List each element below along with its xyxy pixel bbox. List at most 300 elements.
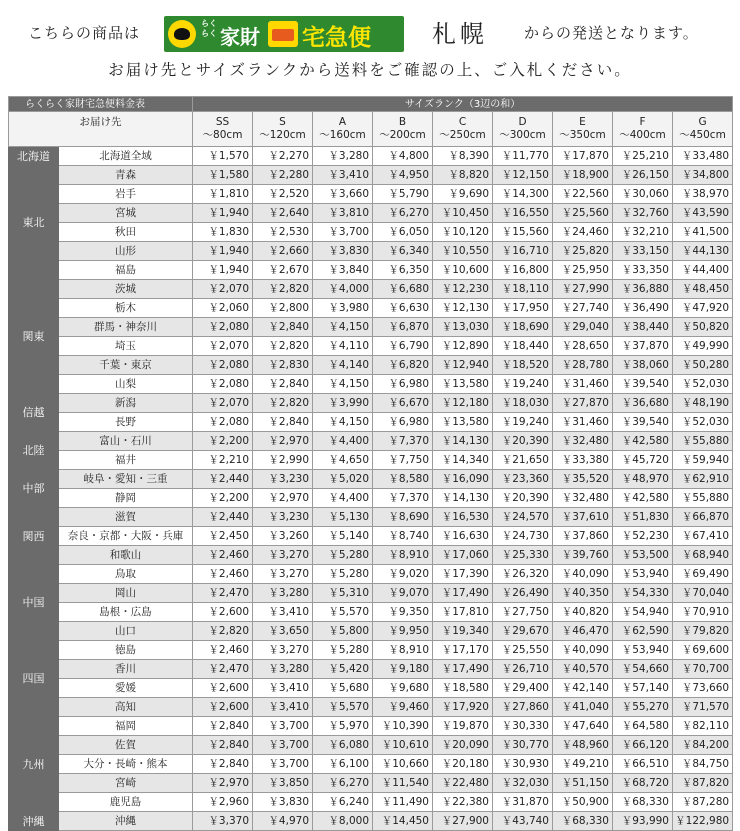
price-cell: ￥49,990 (673, 337, 733, 356)
price-cell: ￥122,980 (673, 812, 733, 831)
price-cell: ￥3,850 (253, 774, 313, 793)
price-cell: ￥37,610 (553, 508, 613, 527)
price-cell: ￥3,840 (313, 261, 373, 280)
price-cell: ￥9,070 (373, 584, 433, 603)
destination-name: 北海道全域 (59, 147, 193, 166)
size-column-header (553, 112, 613, 147)
price-cell: ￥31,460 (553, 375, 613, 394)
price-cell: ￥2,210 (193, 451, 253, 470)
price-cell: ￥23,360 (493, 470, 553, 489)
destination-name: 千葉・東京 (59, 356, 193, 375)
price-cell: ￥50,820 (673, 318, 733, 337)
price-cell: ￥17,810 (433, 603, 493, 622)
price-cell: ￥5,680 (313, 679, 373, 698)
destination-name: 鹿児島 (59, 793, 193, 812)
price-cell: ￥54,940 (613, 603, 673, 622)
price-cell: ￥10,600 (433, 261, 493, 280)
size-range-label: ～250cm (439, 129, 486, 141)
price-cell: ￥1,940 (193, 204, 253, 223)
price-cell: ￥18,900 (553, 166, 613, 185)
price-cell: ￥69,490 (673, 565, 733, 584)
table-row (9, 375, 733, 394)
price-cell: ￥1,940 (193, 242, 253, 261)
destination-name: 鳥取 (59, 565, 193, 584)
price-cell: ￥4,950 (373, 166, 433, 185)
price-cell: ￥48,190 (673, 394, 733, 413)
price-cell: ￥40,090 (553, 565, 613, 584)
destination-name: 福井 (59, 451, 193, 470)
table-row (9, 318, 733, 337)
price-cell: ￥12,940 (433, 356, 493, 375)
price-cell: ￥20,390 (493, 432, 553, 451)
price-cell: ￥28,650 (553, 337, 613, 356)
size-rank-header: サイズランク（3辺の和） (193, 97, 733, 112)
price-cell: ￥30,330 (493, 717, 553, 736)
price-cell: ￥37,870 (613, 337, 673, 356)
price-cell: ￥16,550 (493, 204, 553, 223)
table-row (9, 622, 733, 641)
price-cell: ￥31,870 (493, 793, 553, 812)
price-cell: ￥3,410 (253, 698, 313, 717)
price-cell: ￥2,070 (193, 280, 253, 299)
price-cell: ￥19,240 (493, 413, 553, 432)
price-cell: ￥13,580 (433, 375, 493, 394)
table-row (9, 204, 733, 223)
table-row (9, 242, 733, 261)
price-cell: ￥9,460 (373, 698, 433, 717)
price-cell: ￥2,840 (253, 375, 313, 394)
price-cell: ￥8,690 (373, 508, 433, 527)
price-cell: ￥2,080 (193, 375, 253, 394)
table-row (9, 451, 733, 470)
price-cell: ￥25,560 (553, 204, 613, 223)
table-row (9, 185, 733, 204)
price-cell: ￥3,980 (313, 299, 373, 318)
price-cell: ￥6,630 (373, 299, 433, 318)
price-cell: ￥3,230 (253, 508, 313, 527)
price-cell: ￥40,570 (553, 660, 613, 679)
destination-name: 徳島 (59, 641, 193, 660)
region-label: 北海道 (9, 147, 59, 166)
price-cell: ￥10,610 (373, 736, 433, 755)
table-title: らくらく家財宅急便料金表 (9, 97, 193, 112)
table-row (9, 584, 733, 603)
price-cell: ￥6,350 (373, 261, 433, 280)
price-cell: ￥51,830 (613, 508, 673, 527)
price-cell: ￥4,150 (313, 375, 373, 394)
price-cell: ￥36,680 (613, 394, 673, 413)
price-cell: ￥2,970 (253, 432, 313, 451)
price-cell: ￥73,660 (673, 679, 733, 698)
destination-name: 埼玉 (59, 337, 193, 356)
price-cell: ￥3,700 (253, 736, 313, 755)
table-row (9, 489, 733, 508)
price-cell: ￥6,980 (373, 413, 433, 432)
destination-header: お届け先 (9, 112, 193, 147)
table-row (9, 394, 733, 413)
price-cell: ￥4,110 (313, 337, 373, 356)
price-cell: ￥2,520 (253, 185, 313, 204)
price-cell: ￥3,810 (313, 204, 373, 223)
size-column-header (433, 112, 493, 147)
price-cell: ￥6,270 (313, 774, 373, 793)
price-cell: ￥4,970 (253, 812, 313, 831)
price-cell: ￥50,280 (673, 356, 733, 375)
price-cell: ￥52,230 (613, 527, 673, 546)
destination-name: 和歌山 (59, 546, 193, 565)
destination-name: 山梨 (59, 375, 193, 394)
shipping-origin-line (0, 10, 740, 50)
price-cell: ￥17,390 (433, 565, 493, 584)
price-cell: ￥3,280 (253, 584, 313, 603)
price-cell: ￥7,370 (373, 489, 433, 508)
price-cell: ￥2,080 (193, 318, 253, 337)
price-cell: ￥25,550 (493, 641, 553, 660)
price-cell: ￥6,820 (373, 356, 433, 375)
price-cell: ￥8,000 (313, 812, 373, 831)
price-cell: ￥46,470 (553, 622, 613, 641)
size-rank-label: F (639, 116, 646, 128)
black-cat-logo-icon (168, 20, 196, 48)
price-cell: ￥27,740 (553, 299, 613, 318)
price-cell: ￥2,840 (253, 413, 313, 432)
destination-name: 奈良・京都・大阪・兵庫 (59, 527, 193, 546)
price-cell: ￥16,630 (433, 527, 493, 546)
price-cell: ￥26,320 (493, 565, 553, 584)
destination-name: 愛媛 (59, 679, 193, 698)
destination-name: 岡山 (59, 584, 193, 603)
price-cell: ￥2,080 (193, 413, 253, 432)
price-cell: ￥6,050 (373, 223, 433, 242)
price-cell: ￥36,490 (613, 299, 673, 318)
price-cell: ￥82,110 (673, 717, 733, 736)
price-cell: ￥32,480 (553, 432, 613, 451)
size-range-label: ～400cm (619, 129, 666, 141)
intro-text: こちらの商品は (28, 24, 141, 42)
destination-name: 福島 (59, 261, 193, 280)
origin-city: 札幌 (432, 20, 488, 48)
price-cell: ￥2,990 (253, 451, 313, 470)
price-cell: ￥70,700 (673, 660, 733, 679)
table-row (9, 508, 733, 527)
price-cell: ￥26,490 (493, 584, 553, 603)
price-cell: ￥2,440 (193, 508, 253, 527)
price-cell: ￥26,150 (613, 166, 673, 185)
destination-name: 高知 (59, 698, 193, 717)
price-cell: ￥14,130 (433, 489, 493, 508)
price-cell: ￥39,760 (553, 546, 613, 565)
price-cell: ￥27,990 (553, 280, 613, 299)
price-cell: ￥8,740 (373, 527, 433, 546)
size-column-header (313, 112, 373, 147)
table-row (9, 223, 733, 242)
price-cell: ￥3,410 (313, 166, 373, 185)
sofa-icon (268, 21, 298, 47)
price-cell: ￥1,810 (193, 185, 253, 204)
price-cell: ￥2,830 (253, 356, 313, 375)
price-cell: ￥2,600 (193, 698, 253, 717)
price-cell: ￥4,800 (373, 147, 433, 166)
price-cell: ￥4,150 (313, 318, 373, 337)
table-row (9, 793, 733, 812)
size-rank-label: S (279, 116, 286, 128)
price-cell: ￥42,580 (613, 432, 673, 451)
size-column-header (673, 112, 733, 147)
size-rank-label: C (458, 116, 467, 128)
region-label: 信越 (9, 394, 59, 432)
price-cell: ￥10,550 (433, 242, 493, 261)
price-cell: ￥16,530 (433, 508, 493, 527)
price-cell: ￥1,570 (193, 147, 253, 166)
price-cell: ￥17,170 (433, 641, 493, 660)
table-row (9, 660, 733, 679)
destination-name: 佐賀 (59, 736, 193, 755)
price-cell: ￥37,860 (553, 527, 613, 546)
price-cell: ￥18,690 (493, 318, 553, 337)
price-cell: ￥38,440 (613, 318, 673, 337)
region-label: 沖縄 (9, 812, 59, 831)
price-cell: ￥67,410 (673, 527, 733, 546)
price-cell: ￥17,870 (553, 147, 613, 166)
size-range-label: ～120cm (259, 129, 306, 141)
table-row (9, 413, 733, 432)
destination-name: 岐阜・愛知・三重 (59, 470, 193, 489)
size-rank-label: G (698, 116, 707, 128)
price-cell: ￥8,910 (373, 641, 433, 660)
price-cell: ￥42,580 (613, 489, 673, 508)
price-cell: ￥25,950 (553, 261, 613, 280)
destination-name: 栃木 (59, 299, 193, 318)
price-cell: ￥55,880 (673, 432, 733, 451)
price-cell: ￥2,470 (193, 584, 253, 603)
price-cell: ￥3,830 (253, 793, 313, 812)
price-cell: ￥5,420 (313, 660, 373, 679)
price-cell: ￥40,090 (553, 641, 613, 660)
price-cell: ￥11,770 (493, 147, 553, 166)
price-cell: ￥24,730 (493, 527, 553, 546)
destination-name: 群馬・神奈川 (59, 318, 193, 337)
table-row (9, 356, 733, 375)
price-cell: ￥10,660 (373, 755, 433, 774)
price-cell: ￥3,650 (253, 622, 313, 641)
price-cell: ￥24,570 (493, 508, 553, 527)
price-cell: ￥20,390 (493, 489, 553, 508)
price-cell: ￥39,540 (613, 375, 673, 394)
instruction-text: お届け先とサイズランクから送料をご確認の上、ご入札ください。 (108, 61, 632, 79)
price-cell: ￥2,840 (193, 736, 253, 755)
price-cell: ￥2,800 (253, 299, 313, 318)
price-cell: ￥28,780 (553, 356, 613, 375)
price-cell: ￥22,560 (553, 185, 613, 204)
logo-takkyubin-text: 宅急便 (302, 25, 371, 51)
table-row (9, 679, 733, 698)
price-cell: ￥68,330 (613, 793, 673, 812)
table-row (9, 470, 733, 489)
table-row (9, 755, 733, 774)
price-cell: ￥5,310 (313, 584, 373, 603)
price-cell: ￥36,880 (613, 280, 673, 299)
region-label: 中部 (9, 470, 59, 508)
price-cell: ￥6,100 (313, 755, 373, 774)
price-cell: ￥13,580 (433, 413, 493, 432)
table-row (9, 147, 733, 166)
price-cell: ￥52,030 (673, 413, 733, 432)
price-cell: ￥14,300 (493, 185, 553, 204)
price-cell: ￥2,200 (193, 489, 253, 508)
price-cell: ￥18,580 (433, 679, 493, 698)
destination-name: 新潟 (59, 394, 193, 413)
table-row (9, 812, 733, 831)
price-cell: ￥5,280 (313, 565, 373, 584)
price-cell: ￥25,820 (553, 242, 613, 261)
price-cell: ￥33,380 (553, 451, 613, 470)
destination-name: 青森 (59, 166, 193, 185)
price-cell: ￥9,350 (373, 603, 433, 622)
destination-name: 香川 (59, 660, 193, 679)
price-cell: ￥70,910 (673, 603, 733, 622)
price-cell: ￥19,870 (433, 717, 493, 736)
price-cell: ￥69,600 (673, 641, 733, 660)
price-cell: ￥2,840 (193, 717, 253, 736)
price-cell: ￥3,270 (253, 546, 313, 565)
price-cell: ￥5,790 (373, 185, 433, 204)
size-rank-label: A (338, 116, 347, 128)
price-cell: ￥66,510 (613, 755, 673, 774)
price-cell: ￥33,150 (613, 242, 673, 261)
table-row (9, 565, 733, 584)
region-label: 関東 (9, 280, 59, 394)
price-cell: ￥25,330 (493, 546, 553, 565)
price-cell: ￥17,490 (433, 660, 493, 679)
price-cell: ￥44,130 (673, 242, 733, 261)
price-cell: ￥2,600 (193, 603, 253, 622)
price-cell: ￥29,670 (493, 622, 553, 641)
price-cell: ￥51,150 (553, 774, 613, 793)
price-cell: ￥2,600 (193, 679, 253, 698)
price-cell: ￥18,440 (493, 337, 553, 356)
size-range-label: ～450cm (679, 129, 726, 141)
shipping-rate-table (8, 96, 733, 831)
price-cell: ￥3,700 (313, 223, 373, 242)
price-cell: ￥47,920 (673, 299, 733, 318)
destination-name: 岩手 (59, 185, 193, 204)
column-header-row (9, 112, 733, 147)
price-cell: ￥39,540 (613, 413, 673, 432)
price-cell: ￥16,800 (493, 261, 553, 280)
rate-table-body (9, 147, 733, 831)
destination-name: 沖縄 (59, 812, 193, 831)
price-cell: ￥30,930 (493, 755, 553, 774)
price-cell: ￥3,260 (253, 527, 313, 546)
price-cell: ￥12,230 (433, 280, 493, 299)
price-cell: ￥54,330 (613, 584, 673, 603)
price-cell: ￥12,890 (433, 337, 493, 356)
price-cell: ￥21,650 (493, 451, 553, 470)
page-header (0, 0, 740, 96)
price-cell: ￥2,070 (193, 394, 253, 413)
price-cell: ￥2,820 (253, 394, 313, 413)
size-range-label: ～80cm (202, 129, 243, 141)
price-cell: ￥87,280 (673, 793, 733, 812)
price-cell: ￥6,790 (373, 337, 433, 356)
price-cell: ￥31,460 (553, 413, 613, 432)
price-cell: ￥8,580 (373, 470, 433, 489)
price-cell: ￥48,450 (673, 280, 733, 299)
price-cell: ￥4,000 (313, 280, 373, 299)
price-cell: ￥18,110 (493, 280, 553, 299)
table-row (9, 603, 733, 622)
price-cell: ￥41,040 (553, 698, 613, 717)
size-rank-label: E (579, 116, 586, 128)
price-cell: ￥7,370 (373, 432, 433, 451)
region-label: 九州 (9, 717, 59, 812)
price-cell: ￥1,940 (193, 261, 253, 280)
size-column-header (493, 112, 553, 147)
destination-name: 静岡 (59, 489, 193, 508)
price-cell: ￥7,750 (373, 451, 433, 470)
price-cell: ￥5,280 (313, 546, 373, 565)
destination-name: 山口 (59, 622, 193, 641)
region-label: 関西 (9, 508, 59, 565)
price-cell: ￥2,460 (193, 565, 253, 584)
price-cell: ￥16,710 (493, 242, 553, 261)
destination-name: 宮城 (59, 204, 193, 223)
price-cell: ￥20,180 (433, 755, 493, 774)
price-cell: ￥9,950 (373, 622, 433, 641)
price-cell: ￥32,030 (493, 774, 553, 793)
price-cell: ￥2,820 (253, 280, 313, 299)
price-cell: ￥14,450 (373, 812, 433, 831)
price-cell: ￥3,410 (253, 679, 313, 698)
price-cell: ￥17,920 (433, 698, 493, 717)
price-cell: ￥32,210 (613, 223, 673, 242)
price-cell: ￥79,820 (673, 622, 733, 641)
price-cell: ￥55,270 (613, 698, 673, 717)
destination-name: 大分・長崎・熊本 (59, 755, 193, 774)
price-cell: ￥2,820 (193, 622, 253, 641)
table-row (9, 166, 733, 185)
price-cell: ￥2,970 (193, 774, 253, 793)
table-row (9, 299, 733, 318)
price-cell: ￥62,910 (673, 470, 733, 489)
price-cell: ￥2,200 (193, 432, 253, 451)
price-cell: ￥2,060 (193, 299, 253, 318)
price-cell: ￥16,090 (433, 470, 493, 489)
price-cell: ￥2,470 (193, 660, 253, 679)
table-row (9, 774, 733, 793)
size-column-header (373, 112, 433, 147)
destination-name: 滋賀 (59, 508, 193, 527)
price-cell: ￥17,060 (433, 546, 493, 565)
price-cell: ￥43,590 (673, 204, 733, 223)
price-cell: ￥3,700 (253, 755, 313, 774)
table-row (9, 641, 733, 660)
price-cell: ￥53,940 (613, 565, 673, 584)
price-cell: ￥30,060 (613, 185, 673, 204)
price-cell: ￥38,970 (673, 185, 733, 204)
price-cell: ￥12,130 (433, 299, 493, 318)
size-range-label: ～300cm (499, 129, 546, 141)
price-cell: ￥29,040 (553, 318, 613, 337)
price-cell: ￥20,090 (433, 736, 493, 755)
logo-small-text: らくらく (201, 19, 217, 38)
price-cell: ￥8,390 (433, 147, 493, 166)
price-cell: ￥53,500 (613, 546, 673, 565)
price-cell: ￥68,330 (553, 812, 613, 831)
price-cell: ￥2,670 (253, 261, 313, 280)
price-cell: ￥66,120 (613, 736, 673, 755)
price-cell: ￥70,040 (673, 584, 733, 603)
